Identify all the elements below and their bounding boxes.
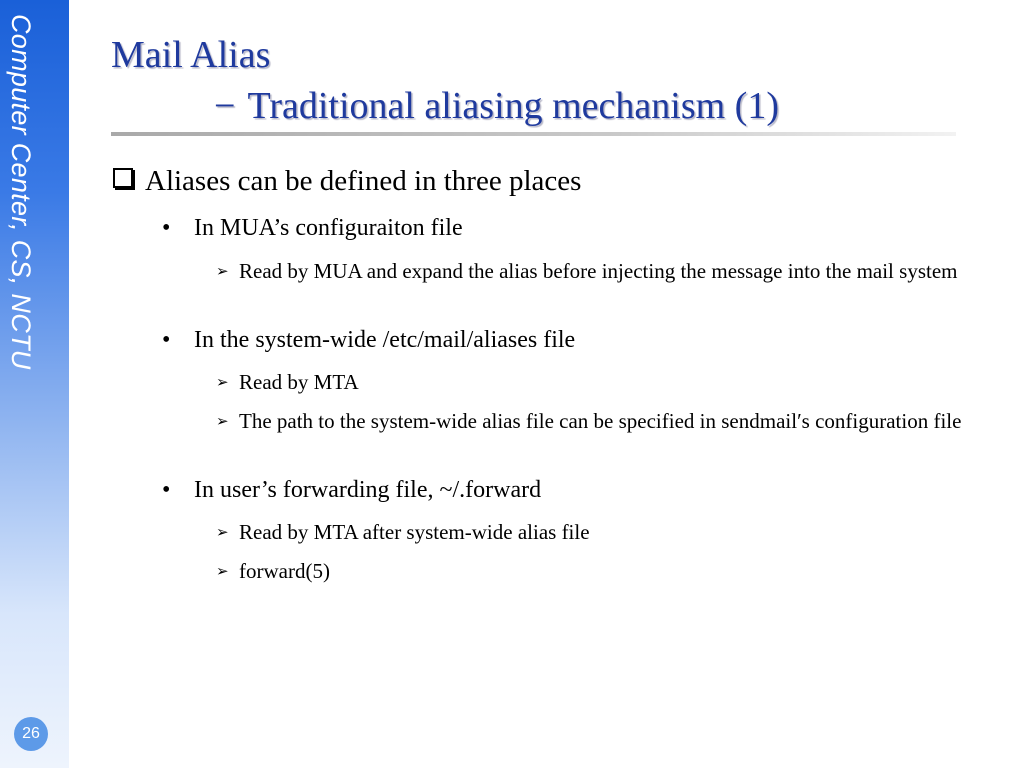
arrow-bullet-icon: ➢ — [216, 373, 229, 391]
sub-list-item-text: Read by MTA — [239, 370, 359, 394]
sidebar-banner — [0, 0, 69, 768]
sub-list-item-text: forward(5) — [239, 559, 330, 583]
sub-list-item-text: Read by MTA after system-wide alias file — [239, 520, 590, 544]
slide-subtitle — [214, 84, 779, 128]
sub-list-item — [216, 406, 969, 436]
dot-bullet-icon: • — [162, 327, 171, 353]
arrow-bullet-icon: ➢ — [216, 562, 229, 580]
bullet-heading — [113, 165, 581, 198]
arrow-bullet-icon: ➢ — [216, 412, 229, 430]
arrow-bullet-icon: ➢ — [216, 523, 229, 541]
sub-list-item — [216, 517, 969, 547]
arrow-bullet-icon: ➢ — [216, 262, 229, 280]
heading-text: Aliases can be defined in three places — [145, 165, 582, 197]
dot-bullet-icon: • — [162, 477, 171, 503]
page-number-badge: 26 — [14, 717, 48, 751]
list-item-label: In MUA’s configuraiton file — [194, 215, 463, 241]
sub-list-item — [216, 556, 969, 586]
title-divider — [111, 132, 956, 136]
sidebar-text: Computer Center, CS, NCTU — [6, 14, 36, 370]
list-item — [162, 327, 575, 354]
list-item — [162, 477, 541, 504]
sub-list-item-text: Read by MUA and expand the alias before injecting the message into the mail system — [239, 259, 958, 283]
sub-list-item — [216, 256, 969, 286]
list-item-label: In user’s forwarding file, ~/.forward — [194, 477, 542, 503]
sub-list-item — [216, 367, 969, 397]
subtitle-dash: − — [214, 85, 236, 127]
dot-bullet-icon: • — [162, 215, 171, 241]
sub-list-item-text: The path to the system-wide alias file can be specified in sendmail′s configuration file — [239, 409, 962, 433]
slide-title: Mail Alias — [111, 34, 271, 76]
list-item-label: In the system-wide /etc/mail/aliases file — [194, 327, 576, 353]
list-item — [162, 215, 463, 242]
subtitle-text: Traditional aliasing mechanism (1) — [247, 85, 779, 127]
square-bullet-icon — [113, 168, 133, 188]
